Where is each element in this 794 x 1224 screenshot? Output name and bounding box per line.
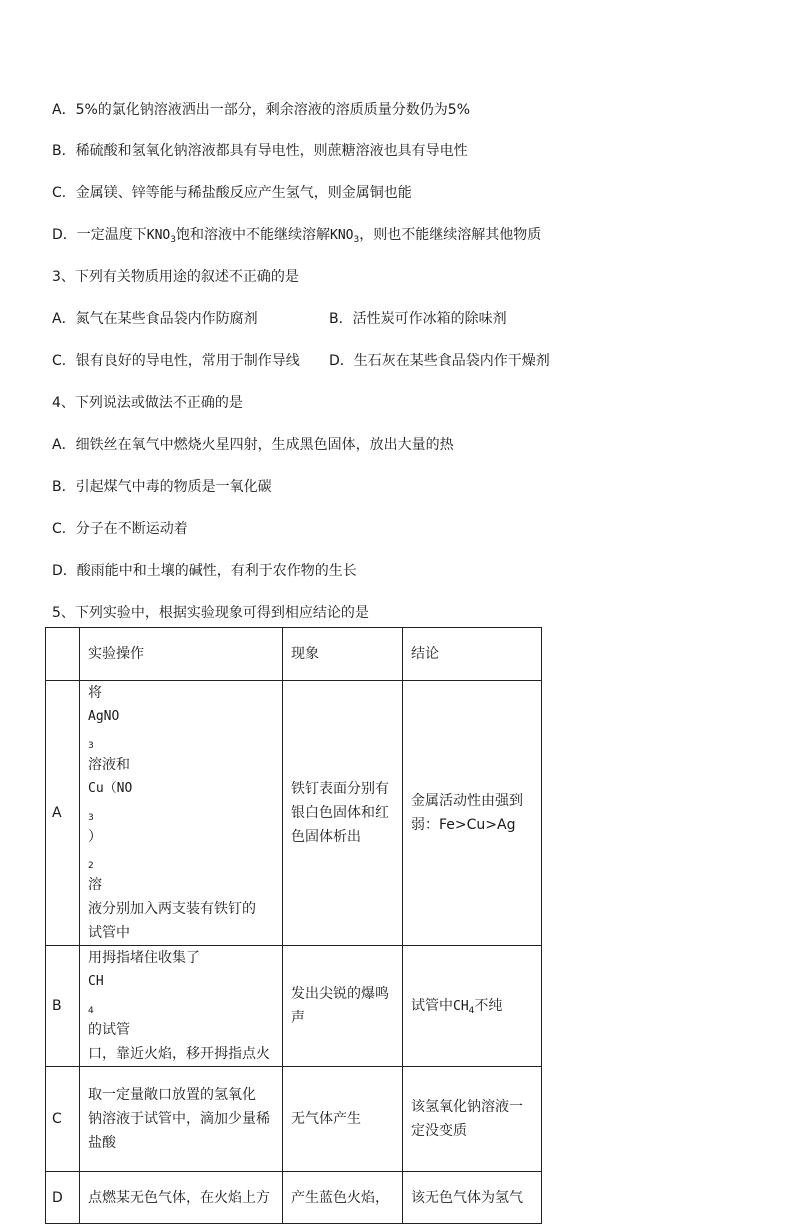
row-d-conclusion: 该无色气体为氢气 (403, 1172, 542, 1224)
row-a-phen-line-3: 色固体析出 (291, 829, 361, 845)
q2-option-d-text-2: 饱和溶液中不能继续溶解 (176, 227, 330, 243)
q3-stem: 3、下列有关物质用途的叙述不正确的是 (52, 269, 299, 285)
row-d-operation: 点燃某无色气体，在火焰上方 (80, 1172, 283, 1224)
q4-option-c: C．分子在不断运动着 (52, 521, 188, 537)
row-a-agno3-subscript: 3 (88, 741, 94, 751)
row-b-phenomenon (283, 946, 403, 1067)
row-a-phen-line-2: 银白色固体和红 (291, 805, 389, 821)
row-b-op-line-2: 口，靠近火焰，移开拇指点火 (88, 1046, 270, 1062)
row-b-concl-ch4-subscript: 4 (468, 1005, 475, 1016)
row-label: C (46, 1067, 80, 1172)
q2-option-d-subscript-2: 3 (353, 235, 360, 245)
row-c-phenomenon: 无气体产生 (283, 1067, 403, 1172)
q3-option-b: B．活性炭可作冰箱的除味剂 (329, 311, 507, 327)
row-b-operation (80, 946, 283, 1067)
row-a-cuno3-formula: Cu（NO (88, 781, 133, 796)
q2-option-d-subscript-1: 3 (170, 235, 176, 245)
row-b-ch4-subscript: 4 (88, 1006, 94, 1016)
table-header-row (46, 628, 542, 681)
row-a-phen-line-1: 铁钉表面分别有 (291, 781, 389, 797)
q3-option-a: A．氮气在某些食品袋内作防腐剂 (52, 311, 258, 327)
header-phenomenon: 现象 (283, 628, 403, 681)
row-c-op-line-2: 钠溶液于试管中，滴加少量稀 (88, 1111, 270, 1127)
row-label: A (46, 681, 80, 946)
row-b-conclusion (403, 946, 542, 1067)
row-b-concl-text-2: 不纯 (474, 997, 503, 1014)
row-a-conclusion (403, 681, 542, 946)
row-c-op-line-1: 取一定量敞口放置的氢氧化 (88, 1087, 256, 1103)
row-b-op-text-1: 用拇指堵住收集了 (88, 950, 200, 966)
q4-stem: 4、下列说法或做法不正确的是 (52, 395, 243, 411)
row-a-cuno3-close: ） (88, 829, 102, 845)
table-row-a (46, 681, 542, 946)
row-c-conclusion (403, 1067, 542, 1172)
q3-option-c: C．银有良好的导电性，常用于制作导线 (52, 353, 300, 369)
q3-option-d: D．生石灰在某些食品袋内作干燥剂 (329, 353, 550, 369)
table-row-b (46, 946, 542, 1067)
header-label-cell (46, 628, 80, 681)
table-row-d (46, 1172, 542, 1224)
q2-option-d-text-1: D．一定温度下 (52, 227, 147, 243)
row-c-operation (80, 1067, 283, 1172)
row-c-concl-line-1: 该氢氧化钠溶液一 (411, 1099, 523, 1115)
q2-option-b: B．稀硫酸和氢氧化钠溶液都具有导电性，则蔗糖溶液也具有导电性 (52, 143, 468, 159)
row-c-concl-line-2: 定没变质 (411, 1123, 467, 1139)
header-operation: 实验操作 (80, 628, 283, 681)
q2-option-c: C．金属镁、锌等能与稀盐酸反应产生氢气，则金属铜也能 (52, 185, 412, 201)
q4-option-a: A．细铁丝在氧气中燃烧火星四射，生成黑色固体，放出大量的热 (52, 437, 454, 453)
row-a-cuno3-subscript-2: 2 (88, 861, 94, 871)
table-row-c (46, 1067, 542, 1172)
row-d-phenomenon: 产生蓝色火焰， (283, 1172, 403, 1224)
header-conclusion: 结论 (403, 628, 542, 681)
row-a-operation (80, 681, 283, 946)
experiment-table (45, 627, 542, 1224)
row-b-ch4-formula: CH (88, 974, 104, 989)
row-a-op-text-2: 溶液和 (88, 757, 130, 773)
row-a-op-line-3: 试管中 (88, 925, 130, 941)
row-b-phen-line-2: 声 (291, 1010, 305, 1026)
row-label: B (46, 946, 80, 1067)
row-a-op-text-3: 溶 (88, 877, 102, 893)
q2-option-a: A．5%的氯化钠溶液洒出一部分，剩余溶液的溶质质量分数仍为5% (52, 102, 470, 118)
row-a-op-text-1: 将 (88, 685, 102, 701)
q5-stem: 5、下列实验中，根据实验现象可得到相应结论的是 (52, 605, 369, 621)
row-b-concl-text-1: 试管中 (411, 997, 453, 1014)
row-b-op-line-1 (88, 946, 274, 1042)
row-b-op-text-2: 的试管 (88, 1022, 130, 1038)
row-a-concl-line-2: 弱：Fe>Cu>Ag (411, 817, 516, 833)
row-a-op-line-2: 液分别加入两支装有铁钉的 (88, 901, 256, 917)
row-a-cuno3-subscript: 3 (88, 813, 94, 823)
q2-option-d (52, 225, 541, 246)
row-label: D (46, 1172, 80, 1224)
q2-option-d-formula-1: KNO (146, 228, 171, 243)
q4-option-b: B．引起煤气中毒的物质是一氧化碳 (52, 479, 272, 495)
row-b-concl-ch4-formula: CH (453, 998, 469, 1014)
q4-option-d: D．酸雨能中和土壤的碱性，有利于农作物的生长 (52, 563, 357, 579)
row-a-op-line-1 (88, 681, 274, 897)
row-c-op-line-3: 盐酸 (88, 1135, 116, 1151)
row-a-concl-line-1: 金属活动性由强到 (411, 793, 523, 809)
row-a-agno3-formula: AgNO (88, 709, 120, 724)
q2-option-d-text-3: ，则也不能继续溶解其他物质 (359, 227, 542, 243)
row-a-phenomenon (283, 681, 403, 946)
q2-option-d-formula-2: KNO (330, 228, 354, 243)
row-b-phen-line-1: 发出尖锐的爆鸣 (291, 986, 389, 1002)
